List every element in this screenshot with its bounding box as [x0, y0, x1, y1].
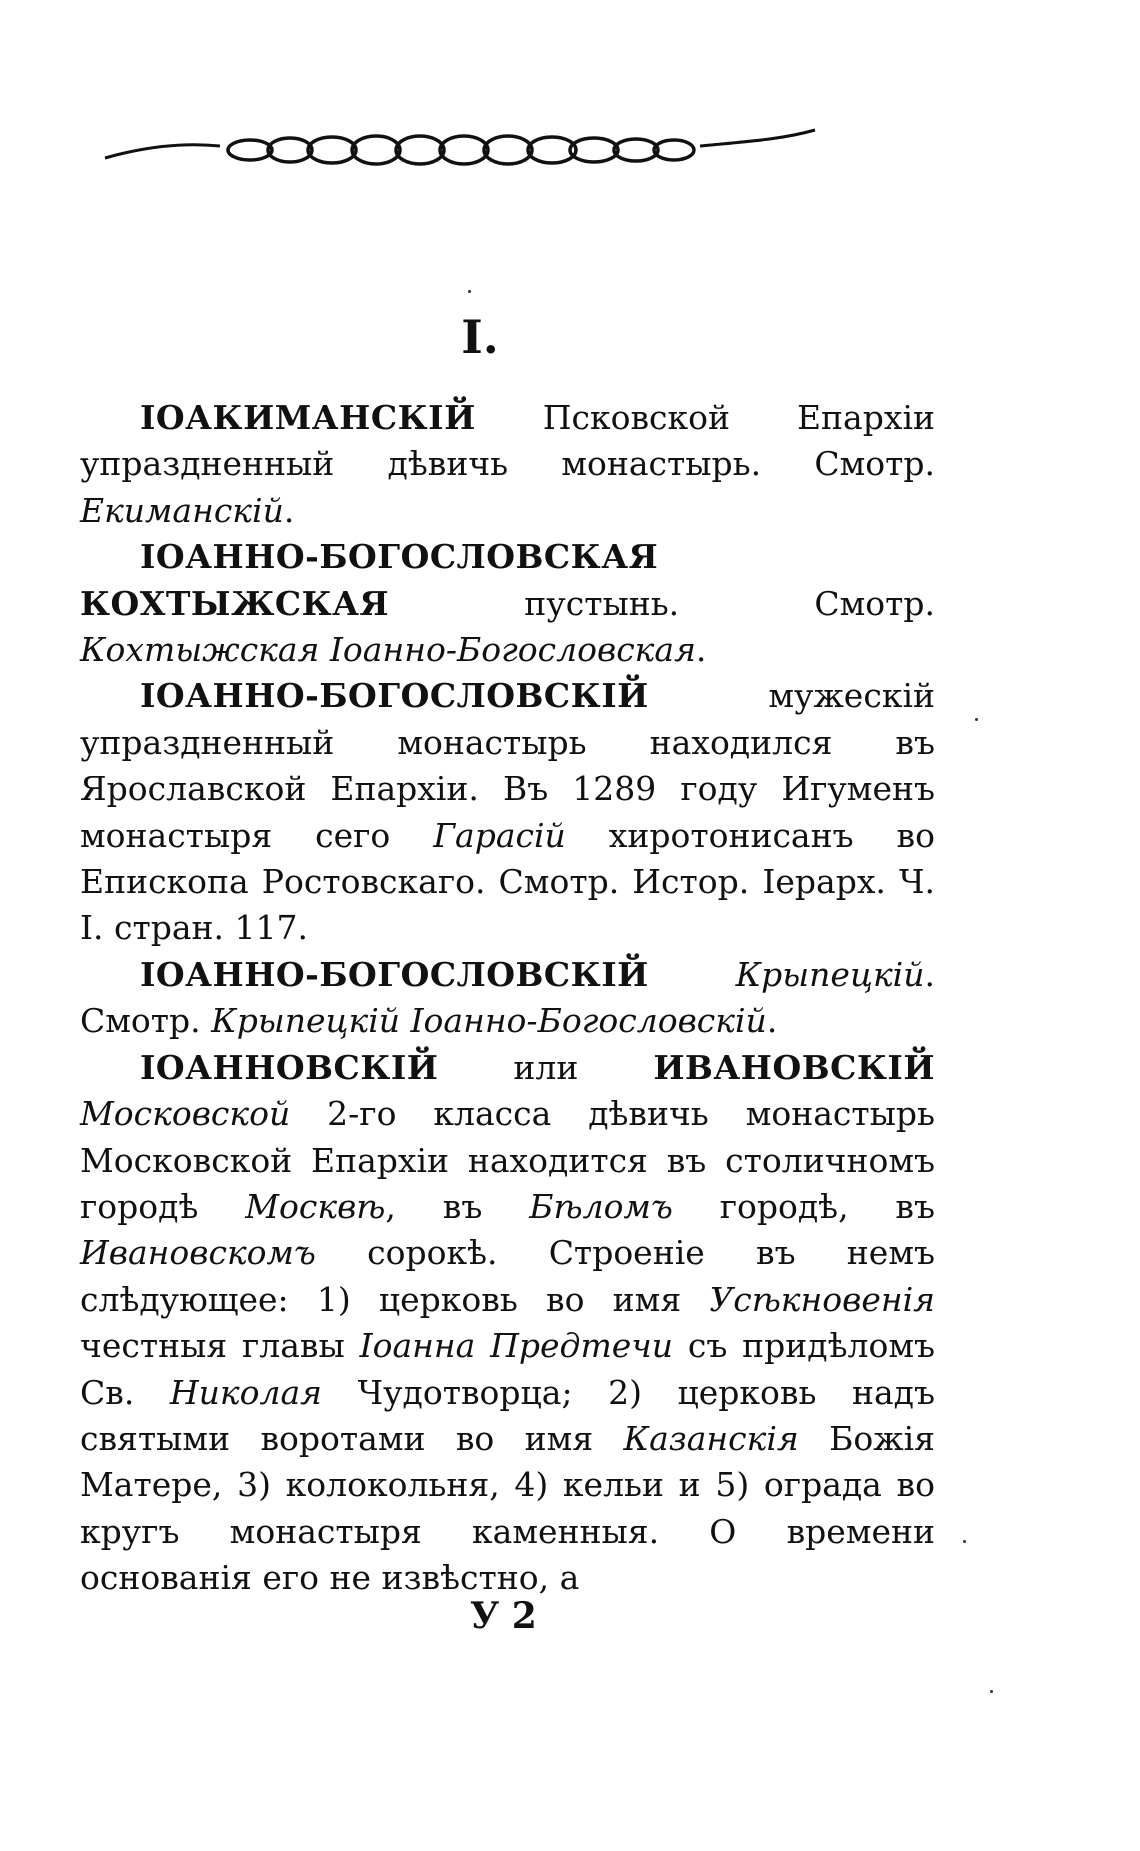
entry-headword: IОАННО-БОГОСЛОВСКIЙ	[140, 954, 649, 994]
entry-headword: ИВАНОВСКIЙ	[653, 1047, 935, 1087]
entry-crossref: Екиманскiй	[80, 490, 284, 530]
entry-name: Iоанна Предтечи	[359, 1326, 674, 1366]
entry-text	[649, 955, 736, 994]
entry-text: 2-го класса дѣвичь монастырь Московской Епархiи находится въ столичномъ городѣ	[80, 1094, 935, 1226]
entry	[80, 534, 935, 673]
entry-text: честныя главы	[80, 1326, 360, 1366]
entry-name: Крыпецкiй	[735, 954, 925, 994]
signature-mark: У 2	[470, 1595, 537, 1637]
entry-name: Усѣкновенiя	[709, 1279, 935, 1319]
entry	[80, 952, 935, 1045]
paper-speck	[990, 1690, 993, 1693]
ornamental-rule	[100, 120, 820, 180]
entry-text: .	[283, 490, 295, 530]
section-letter: I.	[461, 310, 499, 364]
entry-text: , въ	[385, 1186, 530, 1226]
entry-headword: IОАННО-БОГОСЛОВСКАЯ КОХТЫЖСКАЯ	[80, 537, 659, 623]
entry-text: городѣ, въ	[672, 1186, 936, 1226]
entry-text: . Смотр.	[80, 954, 935, 1041]
entry	[80, 395, 935, 534]
entry	[80, 673, 935, 951]
entry-text: .	[766, 1001, 778, 1041]
entry-headword: IОАННО-БОГОСЛОВСКIЙ	[140, 676, 649, 716]
entry-name: Москвѣ	[245, 1186, 386, 1226]
entry-text: или	[438, 1047, 654, 1087]
entry-text: мужескiй упраздненный монастырь находился въ Ярославской Епархiи. Въ 1289 году Игуменъ монастыря сего	[80, 676, 935, 855]
entry-text: пустынь. Смотр.	[389, 583, 935, 623]
paper-speck	[975, 718, 978, 721]
entry-text: сорокѣ. Строенiе въ немъ слѣдующее: 1) церковь во имя	[80, 1233, 935, 1319]
entry-name: Казанскiя	[623, 1418, 799, 1458]
entry-name: Бѣломъ	[529, 1186, 673, 1226]
entry-text: .	[695, 630, 707, 670]
entry-text: хиротонисанъ во Епископа Ростовскаго. Смотр. Истор. Iерарх. Ч. I. стран. 117.	[80, 815, 935, 948]
entries-text	[80, 395, 935, 1602]
entry-headword: IОАННОВСКIЙ	[140, 1047, 439, 1087]
entry-text: Божiя Матере, 3) колокольня, 4) кельи и 5) ограда во кругъ монастыря каменныя. О времени основанiя его не извѣстно, а	[80, 1418, 935, 1598]
entry-name: Николая	[169, 1372, 323, 1412]
entry-text: съ придѣломъ Св.	[80, 1326, 935, 1412]
entry-name: Московской	[80, 1094, 291, 1134]
paper-speck	[963, 1540, 966, 1543]
entry-name: Ивановскомъ	[80, 1233, 316, 1273]
entry-headword: IОАКИМАНСКIЙ	[140, 398, 476, 437]
paper-speck	[468, 290, 471, 293]
entry-name: Гарасiй	[433, 815, 566, 855]
entry-text: Чудотворца; 2) церковь надъ святыми воротами во имя	[80, 1372, 935, 1458]
entry	[80, 1045, 935, 1602]
entry-text: Псковской Епархiи упраздненный дѣвичь монастырь. Смотр.	[80, 398, 935, 484]
entry-crossref: Крыпецкiй Iоанно-Богословскiй	[211, 1001, 767, 1041]
entry-crossref: Кохтыжская Iоанно-Богословская	[80, 630, 696, 670]
